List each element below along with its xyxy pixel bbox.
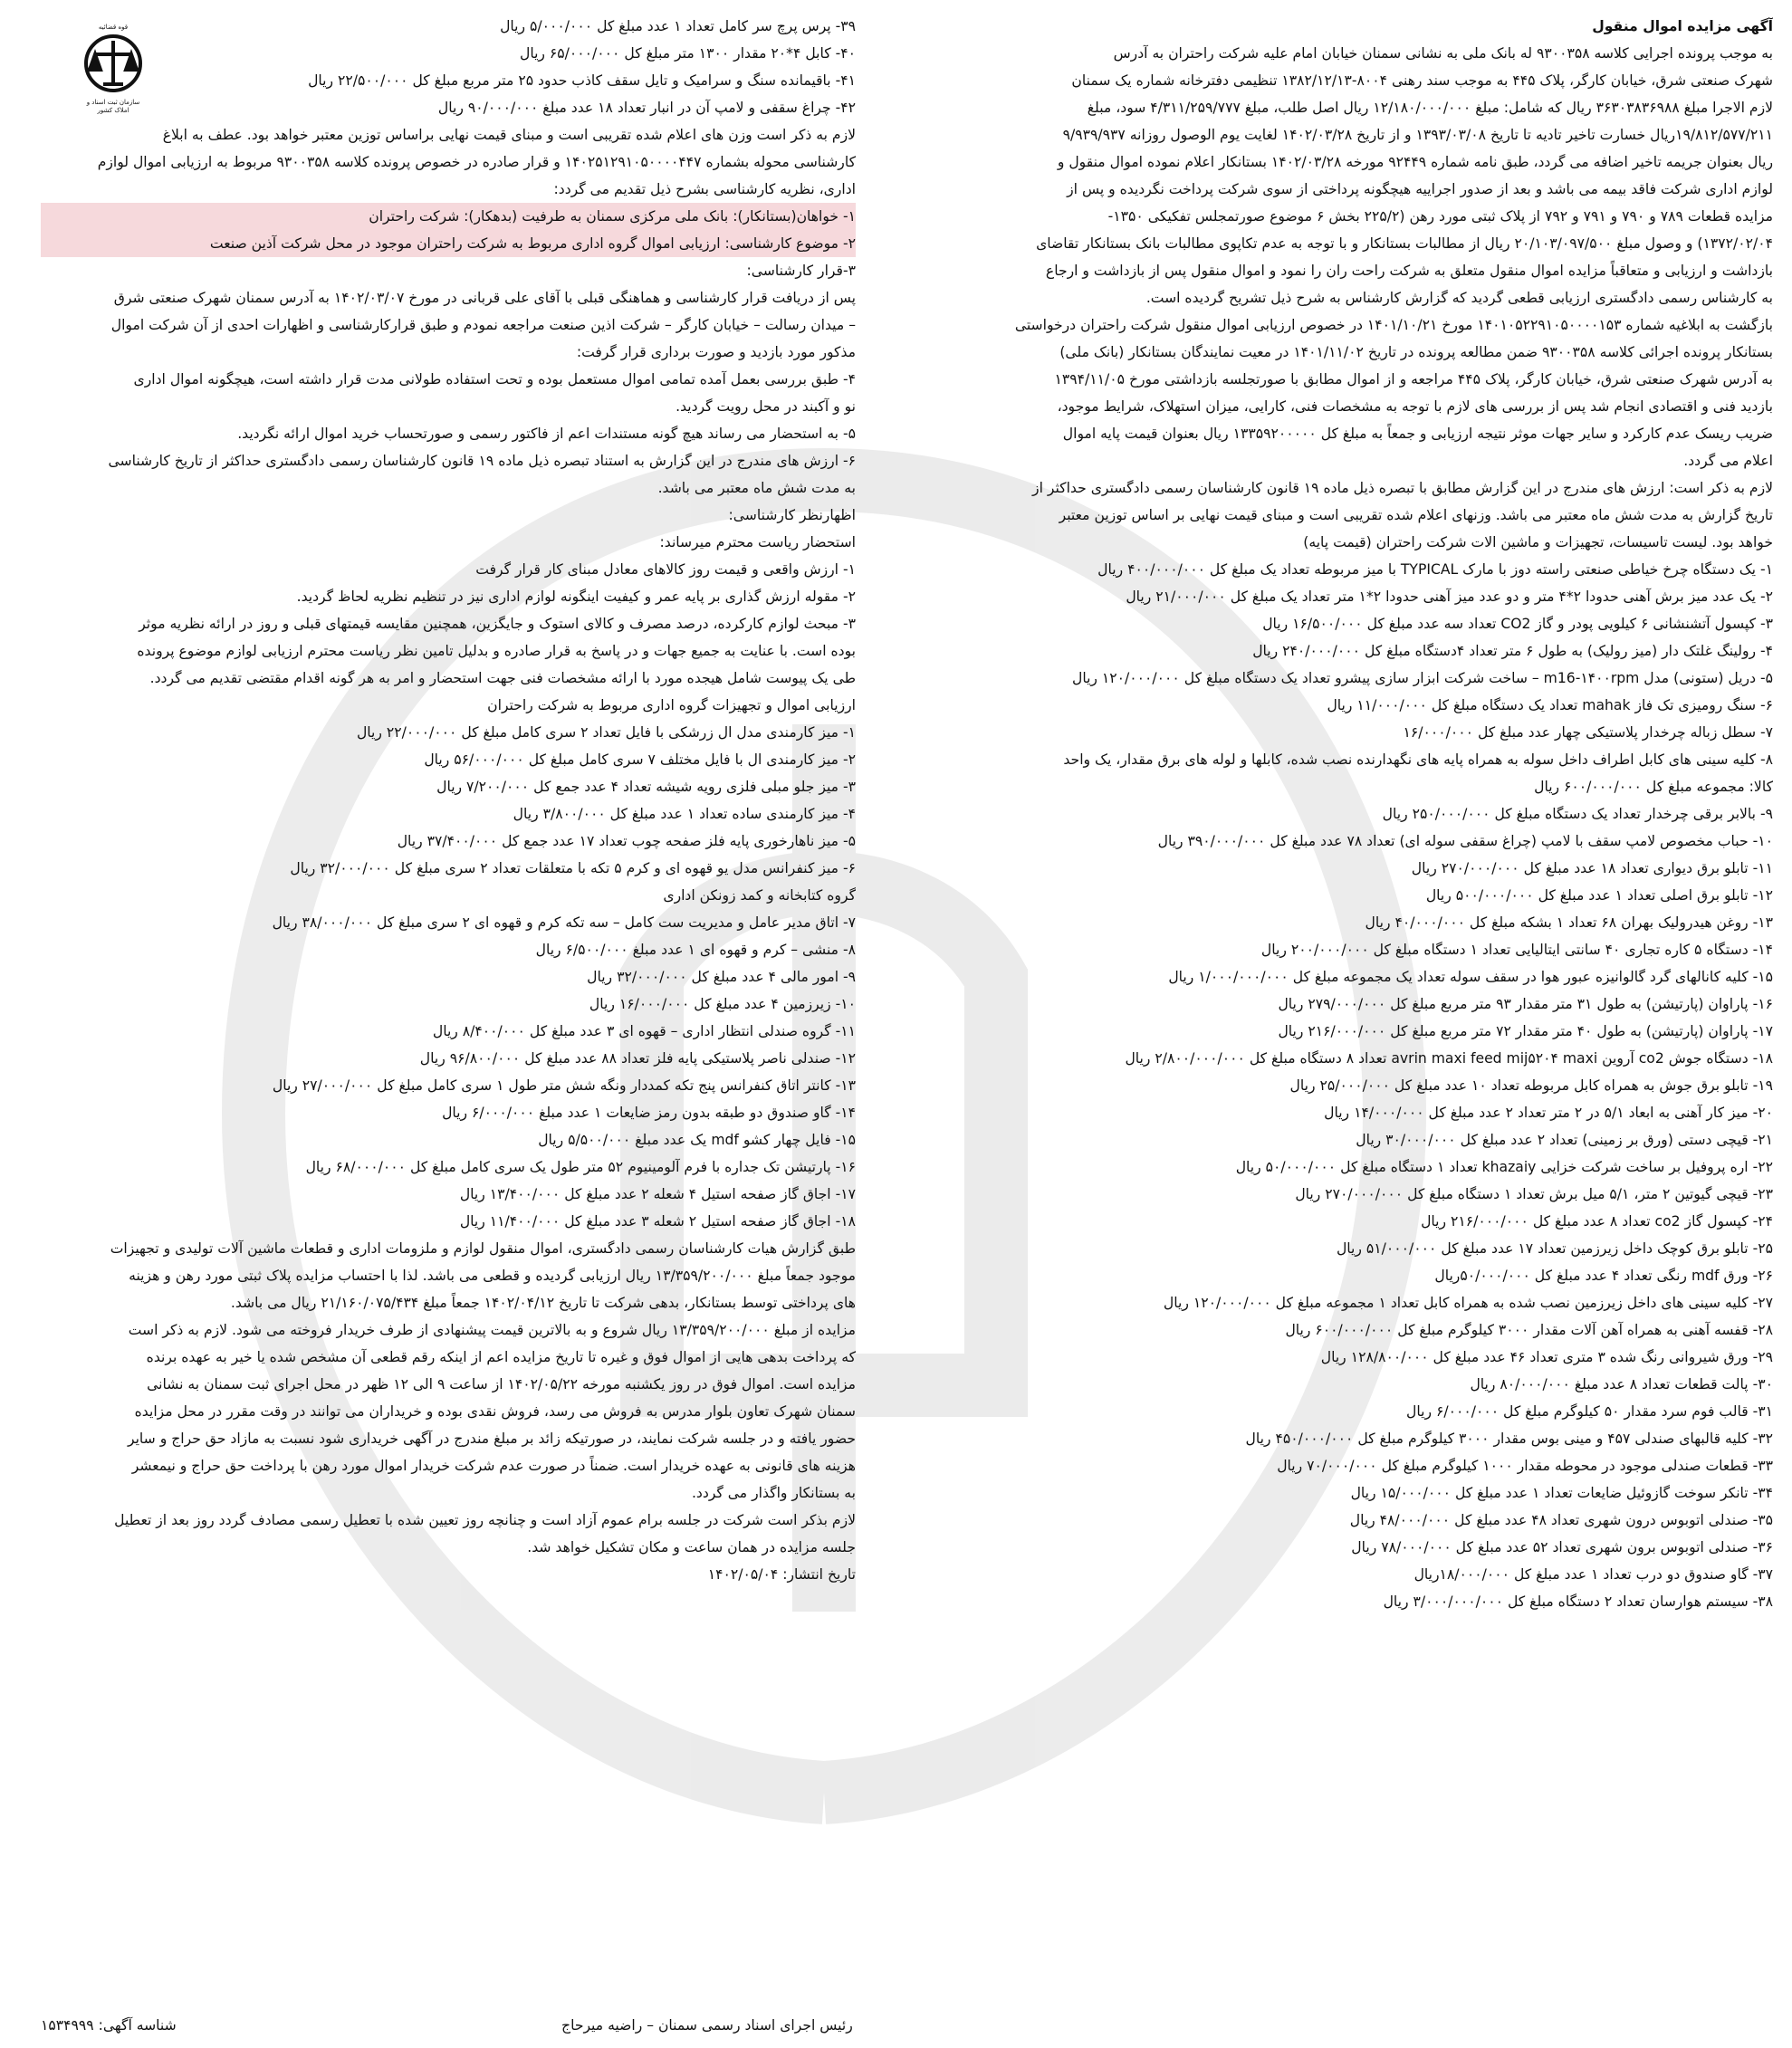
- left-line: ۳- مبحث لوازم کارکرده، درصد مصرف و کالای استوک و جایگزین، همچنین مقایسه قیمتهای قبلی و روز در ارائه نظریه موثر: [139, 616, 856, 632]
- asset-item: ۳۶- صندلی اتوبوس برون شهری تعداد ۵۲ عدد مبلغ کل ۷۸/۰۰۰/۰۰۰ ریال: [1351, 1539, 1773, 1555]
- asset-item: ۳۷- گاو صندوق دو درب تعداد ۱ عدد مبلغ کل ۱۸/۰۰۰/۰۰۰ریال: [1413, 1566, 1773, 1583]
- intro-line: اعلام می گردد.: [1683, 453, 1773, 469]
- left-line: ۴- میز کارمندی ساده تعداد ۱ عدد مبلغ کل ۳/۸۰۰/۰۰۰ ریال: [513, 806, 856, 822]
- asset-item: ۲۶- ورق mdf رنگی تعداد ۴ عدد مبلغ کل ۵۰/۰۰۰/۰۰۰ریال: [1434, 1268, 1773, 1284]
- intro-paragraphs: [906, 40, 1773, 556]
- asset-item: ۲۰- میز کار آهنی به ابعاد ۵/۱ در ۲ متر تعداد ۲ عدد مبلغ کل ۱۴/۰۰۰/۰۰۰ ریال: [1324, 1105, 1773, 1121]
- asset-item: ۵- دریل (ستونی) مدل m16-۱۴۰۰rpm – ساخت شرکت ابزار سازی پیشرو تعداد یک دستگاه مبلغ کل ۱۲۰/۰۰۰/۰۰۰ ریال: [1071, 670, 1773, 686]
- asset-item: ۱۸- دستگاه جوش co2 آروین avrin maxi feed mij۵۲۰۴ maxi تعداد ۸ دستگاه مبلغ کل ۲/۸۰۰/۰۰۰/۰۰۰ ریال: [1125, 1050, 1773, 1067]
- asset-item: ۳۱- قالب فوم سرد مقدار ۵۰ کیلوگرم مبلغ کل ۶/۰۰۰/۰۰۰ ریال: [1406, 1403, 1773, 1420]
- asset-item: ۲۸- قفسه آهنی به همراه آهن آلات مقدار ۳۰۰۰ کیلوگرم مبلغ کل ۶۰۰/۰۰۰/۰۰۰ ریال: [1285, 1322, 1773, 1338]
- left-line: موجود جمعاً مبلغ ۱۳/۳۵۹/۲۰۰/۰۰۰ ریال ارزیابی گردیده و قطعی می باشد. لذا با احتساب مزایده پلاک ثبتی مورد رهن و هزینه: [129, 1268, 856, 1284]
- left-line: حضور یافته و در جلسه شرکت نمایند، در صورتیکه زائد بر مبلغ مندرج در آگهی خریداری شود نسبت به مازاد حق حراج و سایر: [127, 1431, 856, 1447]
- left-line: تاریخ انتشار: ۱۴۰۲/۰۵/۰۴: [707, 1566, 856, 1583]
- left-text-lines: [41, 13, 856, 1588]
- left-line: ۵- به استحضار می رساند هیچ گونه مستندات اعم از فاکتور رسمی و صورتحساب خرید اموال ارائه نگردید.: [237, 426, 856, 442]
- asset-item: ۲- یک عدد میز برش آهنی حدودا ۲*۴ متر و دو عدد میز آهنی حدودا ۲*۱ متر تعداد یک مبلغ کل ۲۱/۰۰۰/۰۰۰ ریال: [1126, 589, 1773, 605]
- intro-line: ۱۳۷۲/۰۲/۰۴) و وصول مبلغ ۲۰/۱۰۳/۰۹۷/۵۰۰ ریال از مطالبات بستانکار و با توجه به عدم تکاپوی مطالبات بانک بستانکار تقاضای: [1036, 235, 1773, 252]
- left-line: ۱۷- اجاق گاز صفحه استیل ۴ شعله ۲ عدد مبلغ کل ۱۳/۴۰۰/۰۰۰ ریال: [459, 1186, 856, 1202]
- asset-item: ۱۳- روغن هیدرولیک بهران ۶۸ تعداد ۱ بشکه مبلغ کل ۴۰/۰۰۰/۰۰۰ ریال: [1365, 914, 1773, 931]
- intro-line: لازم الاجرا مبلغ ۳۶۳۰۳۸۳۶۹۸۸ ریال که شامل: مبلغ ۱۲/۱۸۰/۰۰۰/۰۰۰ ریال اصل طلب، مبلغ ۴/۳۱۱/۲۵۹/۷۷۷ سود، مبلغ: [1087, 100, 1773, 116]
- ad-title: آگهی مزایده اموال منقول: [1592, 18, 1773, 34]
- left-line: ۱- ارزش واقعی و قیمت روز کالاهای معادل مبنای کار قرار گرفت: [475, 561, 856, 578]
- asset-item: ۱۷- پاراوان (پارتیشن) به طول ۴۰ متر مقدار ۷۲ متر مربع مبلغ کل ۲۱۶/۰۰۰/۰۰۰ ریال: [1278, 1023, 1773, 1039]
- ad-id: شناسه آگهی: ۱۵۳۴۹۹۹: [41, 2017, 177, 2034]
- left-line: ۱۴- گاو صندوق دو طبقه بدون رمز ضایعات ۱ عدد مبلغ ۶/۰۰۰/۰۰۰ ریال: [442, 1105, 856, 1121]
- left-line: جلسه مزایده در همان ساعت و مکان تشکیل خواهد شد.: [527, 1539, 856, 1555]
- intro-line: مزایده قطعات ۷۸۹ و ۷۹۰ و ۷۹۱ و ۷۹۲ از پلاک ثبتی مورد رهن (۲۲۵/۲ بخش ۶ موضوع صورتمجلس تفکیکی ۱۳۵۰-: [1107, 208, 1773, 225]
- intro-line: تاریخ گزارش به مدت شش ماه معتبر می باشد. وزنهای اعلام شده تقریبی است و مبنای قیمت نهایی بر اساس توزین معتبر: [1059, 507, 1773, 523]
- asset-item: ۲۴- کپسول گاز co2 تعداد ۸ عدد مبلغ کل ۲۱۶/۰۰۰/۰۰۰ ریال: [1421, 1213, 1773, 1230]
- left-line: ۱۵- فایل چهار کشو mdf یک عدد مبلغ ۵/۵۰۰/۰۰۰ ریال: [538, 1132, 856, 1148]
- asset-item: ۳۳- قطعات صندلی موجود در محوطه مقدار ۱۰۰۰ کیلوگرم مبلغ کل ۷۰/۰۰۰/۰۰۰ ریال: [1277, 1458, 1773, 1474]
- left-line: ۱- خواهان(بستانکار): بانک ملی مرکزی سمنان به طرفیت (بدهکار): شرکت راحتران: [41, 203, 856, 230]
- left-line: ۴۰- کابل ۴*۲۰ مقدار ۱۳۰۰ متر مبلغ کل ۶۵/۰۰۰/۰۰۰ ریال: [520, 45, 856, 62]
- intro-line: لوازم اداری شرکت فاقد بیمه می باشد و بعد از صدور اجراییه هیچگونه پرداختی از سوی شرکت پرداخت نگردیده و پس از: [1067, 181, 1773, 197]
- left-line: طبق گزارش هیات کارشناسان رسمی دادگستری، اموال منقول لوازم و ملزومات اداری و قطعات ماشین آلات تولیدی و تجهیزات: [110, 1240, 856, 1257]
- left-line: لازم بذکر است شرکت در جلسه برام عموم آزاد است و چنانچه روز تعیین شده با تعطیل رسمی مصادف گردد روز بعد از تعطیل: [114, 1512, 856, 1528]
- logo-org-line2: سازمان ثبت اسناد و املاک کشور: [86, 99, 140, 114]
- left-line: ۳-قرار کارشناسی:: [746, 263, 856, 279]
- left-line: ۳۹- پرس پرچ سر کامل تعداد ۱ عدد مبلغ کل ۵/۰۰۰/۰۰۰ ریال: [500, 18, 856, 34]
- asset-item: ۷- سطل زباله چرخدار پلاستیکی چهار عدد مبلغ کل ۱۶/۰۰۰/۰۰۰: [1403, 724, 1773, 741]
- left-line: ۲- میز کارمندی ال با فایل مختلف ۷ سری کامل مبلغ کل ۵۶/۰۰۰/۰۰۰ ریال: [424, 751, 856, 768]
- asset-item: ۲۵- تابلو برق کوچک داخل زیرزمین تعداد ۱۷ عدد مبلغ کل ۵۱/۰۰۰/۰۰۰ ریال: [1336, 1240, 1773, 1257]
- asset-item: ۲۷- کلیه سینی های داخل زیرزمین نصب شده به همراه کابل تعداد ۱ مجموعه مبلغ کل ۱۲۰/۰۰۰/۰۰۰ ریال: [1163, 1295, 1773, 1311]
- left-line: ۴۲- چراغ سقفی و لامپ آن در انبار تعداد ۱۸ عدد مبلغ ۹۰/۰۰۰/۰۰۰ ریال: [437, 100, 856, 116]
- left-line: مذکور مورد بازدید و صورت برداری قرار گرفت:: [576, 344, 856, 360]
- left-line: ۶- ارزش های مندرج در این گزارش به استناد تبصره ذیل ماده ۱۹ قانون کارشناسان رسمی دادگستری حداکثر از تاریخ کارشناسی: [108, 453, 856, 469]
- asset-item: ۱۲- تابلو برق اصلی تعداد ۱ عدد مبلغ کل ۵۰۰/۰۰۰/۰۰۰ ریال: [1425, 887, 1773, 904]
- asset-item: ۱۴- دستگاه ۵ کاره تجاری ۴۰ سانتی ایتالیایی تعداد ۱ دستگاه مبلغ کل ۲۰۰/۰۰۰/۰۰۰ ریال: [1260, 942, 1773, 958]
- left-line: ۴- طبق بررسی بعمل آمده تمامی اموال مستعمل بوده و تحت استفاده طولانی مدت قرار داشته است، هیچگونه اموال اداری: [133, 371, 856, 388]
- asset-item: ۲۱- قیچی دستی (ورق بر زمینی) تعداد ۲ عدد مبلغ کل ۳۰/۰۰۰/۰۰۰ ریال: [1356, 1132, 1773, 1148]
- asset-item: ۹- بالابر برقی چرخدار تعداد یک دستگاه مبلغ کل ۲۵۰/۰۰۰/۰۰۰ ریال: [1382, 806, 1773, 822]
- asset-item: کالا: مجموعه مبلغ کل ۶۰۰/۰۰۰/۰۰۰ ریال: [1534, 779, 1773, 795]
- intro-line: به کارشناس رسمی دادگستری ارزیابی قطعی گردید که گزارش کارشناس به شرح ذیل تشریح گردیده است.: [1145, 290, 1773, 306]
- left-line: ۱- میز کارمندی مدل ال زرشکی با فایل تعداد ۲ سری کامل مبلغ کل ۲۲/۰۰۰/۰۰۰ ریال: [356, 724, 856, 741]
- left-line: بوده است. با عنایت به جمیع جهات و در پاسخ به قرار صادره و بدلیل تامین نظر ریاست محترم ارزیابی لوازم موضوع پرونده: [137, 643, 856, 659]
- asset-item: ۳- کپسول آتشنشانی ۶ کیلویی پودر و گاز CO2 تعداد سه عدد مبلغ کل ۱۶/۵۰۰/۰۰۰ ریال: [1262, 616, 1773, 632]
- right-item-list: [906, 556, 1773, 1615]
- intro-line: خواهد بود. لیست تاسیسات، تجهیزات و ماشین الات شرکت راحتران (قیمت پایه): [1303, 534, 1773, 550]
- asset-item: ۲۲- اره پروفیل بر ساخت شرکت خزایی khazaiy تعداد ۱ دستگاه مبلغ کل ۵۰/۰۰۰/۰۰۰ ریال: [1235, 1159, 1773, 1175]
- asset-item: ۱۶- پاراوان (پارتیشن) به طول ۳۱ متر مقدار ۹۳ متر مربع مبلغ کل ۲۷۹/۰۰۰/۰۰۰ ریال: [1278, 996, 1773, 1012]
- left-line: لازم به ذکر است وزن های اعلام شده تقریبی است و مبنای قیمت نهایی براساس توزین معتبر خواهد بود. عطف به ابلاغ: [162, 127, 856, 143]
- left-line: ۶- میز کنفرانس مدل یو قهوه ای و کرم ۵ تکه با متعلقات تعداد ۲ سری مبلغ کل ۳۲/۰۰۰/۰۰۰ ریال: [290, 860, 856, 876]
- left-line: مزایده از مبلغ ۱۳/۳۵۹/۲۰۰/۰۰۰ ریال شروع و به بالاترین قیمت پیشنهادی از طرف خریدار فروخته می شود. لازم به ذکر است: [128, 1322, 856, 1338]
- left-line: گروه کتابخانه و کمد زونکن اداری: [663, 887, 856, 904]
- intro-line: ۱۹/۸۱۲/۵۷۷/۲۱۱ریال خسارت تاخیر تادیه تا تاریخ ۱۳۹۳/۰۳/۰۸ و از تاریخ ۱۴۰۲/۰۳/۲۸ لغایت یوم الوصول روزانه ۹/۹۳۹/۹۳۷: [1062, 127, 1773, 143]
- left-line: به مدت شش ماه معتبر می باشد.: [657, 480, 856, 496]
- left-line: ۸- منشی – کرم و قهوه ای ۱ عدد مبلغ ۶/۵۰۰/۰۰۰ ریال: [535, 942, 856, 958]
- asset-item: ۶- سنگ رومیزی تک فاز mahak تعداد یک دستگاه مبلغ کل ۱۱/۰۰۰/۰۰۰ ریال: [1327, 697, 1773, 713]
- asset-item: ۳۸- سیستم هوارسان تعداد ۲ دستگاه مبلغ کل ۳/۰۰۰/۰۰۰/۰۰۰ ریال: [1383, 1593, 1773, 1610]
- intro-line: به آدرس شهرک صنعتی شرق، خیابان کارگر، پلاک ۴۴۵ مراجعه و از اموال مطابق با صورتجلسه بازداشتی مورخ ۱۳۹۴/۱۱/۰۵: [1054, 371, 1773, 388]
- intro-line: بازدید فنی و اقتصادی انجام شد پس از بررسی های لازم با توجه به مشخصات فنی، کارایی، میزان استهلاک، شرایط موجود،: [1057, 398, 1773, 415]
- asset-item: ۲۳- قیچی گیوتین ۲ متر، ۵/۱ میل برش تعداد ۱ دستگاه مبلغ کل ۲۷۰/۰۰۰/۰۰۰ ریال: [1295, 1186, 1773, 1202]
- asset-item: ۴- رولینگ غلتک دار (میز رولیک) به طول ۶ متر تعداد ۴دستگاه مبلغ کل ۲۴۰/۰۰۰/۰۰۰ ریال: [1252, 643, 1773, 659]
- left-line: طی یک پیوست شامل هیجده مورد با ارائه مشخصات فنی جهت استحضار و امر به هر گونه اقدام مقتضی تقدیم می گردد.: [149, 670, 856, 686]
- intro-line: ضریب ریسک عدم کارکرد و سایر جهات موثر نتیجه ارزیابی و جمعاً به مبلغ کل ۱۳۳۵۹۲۰۰۰۰۰ ریال بعنوان قیمت پایه اموال: [1062, 426, 1773, 442]
- left-line: مزایده است. اموال فوق در روز یکشنبه مورخه ۱۴۰۲/۰۵/۲۲ از ساعت ۹ الی ۱۲ ظهر در محل اجرای ثبت سمنان به نشانی: [147, 1376, 856, 1392]
- left-line: پس از دریافت قرار کارشناسی و هماهنگی قبلی با آقای علی قربانی در مورخ ۱۴۰۲/۰۳/۰۷ به آدرس سمنان شهرک صنعتی شرق: [113, 290, 856, 306]
- left-line: ۱۸- اجاق گاز صفحه استیل ۲ شعله ۳ عدد مبلغ کل ۱۱/۴۰۰/۰۰۰ ریال: [459, 1213, 856, 1230]
- intro-line: بازداشت و ارزیابی و متعاقباً مزایده اموال منقول متعلق به شرکت راحت ران را نمود و اموال منقول پس از بازداشت و ارجاع: [1045, 263, 1773, 279]
- left-line: کارشناسی محوله بشماره ۱۴۰۲۵۱۲۹۱۰۵۰۰۰۰۴۴۷ و قرار صادره در خصوص پرونده کلاسه ۹۳۰۰۳۵۸ مربوط به ارزیابی اموال لوازم: [97, 154, 856, 170]
- asset-item: ۸- کلیه سینی های کابل اطراف داخل سوله به همراه پایه های نگهدارنده نصب شده، کابلها و لوله های برق مقدار، یک واحد: [1063, 751, 1773, 768]
- left-line: – میدان رسالت – خیابان کارگر – شرکت اذین صنعت مراجعه نمودم و طبق قرارکارشناسی و اظهارات احدی از آن شرکت اموال: [110, 317, 856, 333]
- asset-item: ۱۵- کلیه کانالهای گرد گالوانیزه عبور هوا در سقف سوله تعداد یک مجموعه مبلغ کل ۱/۰۰۰/۰۰۰/۰۰۰ ریال: [1168, 969, 1773, 985]
- left-line: ۹- امور مالی ۴ عدد مبلغ کل ۳۲/۰۰۰/۰۰۰ ریال: [587, 969, 856, 985]
- left-line: ۵- میز ناهارخوری پایه فلز صفحه چوب تعداد ۱۷ عدد جمع کل ۳۷/۴۰۰/۰۰۰ ریال: [397, 833, 856, 849]
- left-line: ۱۲- صندلی ناصر پلاستیکی پایه فلز تعداد ۸۸ عدد مبلغ کل ۹۶/۸۰۰/۰۰۰ ریال: [419, 1050, 856, 1067]
- left-line: که پرداخت بدهی هایی از اموال فوق و غیره تا تاریخ مزایده اعم از اینکه رقم قطعی آن مشخص شده یا خیر به عهده برنده: [146, 1349, 856, 1365]
- asset-item: ۳۲- کلیه قالبهای صندلی ۴۵۷ و مینی بوس مقدار ۳۰۰۰ کیلوگرم مبلغ کل ۴۵۰/۰۰۰/۰۰۰ ریال: [1245, 1431, 1773, 1447]
- left-line: استحضار ریاست محترم میرساند:: [659, 534, 856, 550]
- left-line: به بستانکار واگذار می گردد.: [691, 1485, 856, 1501]
- left-line: ارزیابی اموال و تجهیزات گروه اداری مربوط به شرکت راحتران: [487, 697, 856, 713]
- left-line: اداری، نظریه کارشناسی بشرح ذیل تقدیم می گردد:: [553, 181, 856, 197]
- asset-item: ۳۰- پالت قطعات تعداد ۸ عدد مبلغ ۸۰/۰۰۰/۰۰۰ ریال: [1470, 1376, 1773, 1392]
- left-line: ۱۳- کانتر اتاق کنفرانس پنج تکه کمددار ونگه شش متر طول ۱ سری کامل مبلغ کل ۲۷/۰۰۰/۰۰۰ ریال: [272, 1077, 856, 1094]
- left-line: هزینه های قانونی به عهده خریدار است. ضمناً در صورت عدم شرکت خریدار اموال مورد رهن با پرداخت حق حراج و نیمعشر: [131, 1458, 856, 1474]
- asset-item: ۱۹- تابلو برق جوش به همراه کابل مربوطه تعداد ۱۰ عدد مبلغ کل ۲۵/۰۰۰/۰۰۰ ریال: [1289, 1077, 1773, 1094]
- left-line: های پرداختی توسط بستانکار، بدهی شرکت تا تاریخ ۱۴۰۲/۰۴/۱۲ جمعاً مبلغ ۲۱/۱۶۰/۰۷۵/۴۳۴ ریال می باشد.: [230, 1295, 856, 1311]
- asset-item: ۱۱- تابلو برق دیواری تعداد ۱۸ عدد مبلغ کل ۲۷۰/۰۰۰/۰۰۰ ریال: [1411, 860, 1773, 876]
- asset-item: ۲۹- ورق شیروانی رنگ شده ۳ متری تعداد ۴۶ عدد مبلغ کل ۱۲۸/۸۰۰/۰۰۰ ریال: [1320, 1349, 1773, 1365]
- left-line: ۱۶- پارتیشن تک جداره با فرم آلومینیوم ۵۲ متر طول یک سری کامل مبلغ کل ۶۸/۰۰۰/۰۰۰ ریال: [305, 1159, 856, 1175]
- asset-item: ۱- یک دستگاه چرخ خیاطی صنعتی راسته دوز با مارک TYPICAL با میز مربوطه تعداد یک مبلغ کل ۴۰۰/۰۰۰/۰۰۰ ریال: [1097, 561, 1773, 578]
- intro-line: شهرک صنعتی شرق، خیابان کارگر، پلاک ۴۴۵ به موجب سند رهنی ۸۰۰۴-۱۳۸۲/۱۲/۱۳ تنظیمی دفترخانه شماره یک سمنان: [1071, 72, 1773, 89]
- left-line: نو و آکبند در محل رویت گردید.: [676, 398, 856, 415]
- signature: رئیس اجرای اسناد رسمی سمنان – راضیه میرحاج: [561, 2017, 853, 2034]
- intro-line: بستانکار پرونده اجرائی کلاسه ۹۳۰۰۳۵۸ ضمن مطالعه پرونده در تاریخ ۱۴۰۱/۱۱/۰۲ در معیت نمایندگان بستانکار (بانک ملی): [1059, 344, 1773, 360]
- left-line: ۷- اتاق مدیر عامل و مدیریت ست کامل – سه تکه کرم و قهوه ای ۲ سری مبلغ کل ۳۸/۰۰۰/۰۰۰ ریال: [272, 914, 856, 931]
- intro-line: ریال بعنوان جریمه تاخیر اضافه می گردد، طبق نامه شماره ۹۲۴۴۹ مورخه ۱۴۰۲/۰۳/۲۸ بستانکار اعلام نموده اموال منقول و: [1057, 154, 1773, 170]
- left-line: سمنان شهرک تعاون بلوار مدرس به فروش می رسد، فروش نقدی بوده و خریداران می توانند در وقت مقرر در محل مزایده: [134, 1403, 856, 1420]
- left-line: ۴۱- باقیمانده سنگ و سرامیک و تایل سقف کاذب حدود ۲۵ متر مربع مبلغ کل ۲۲/۵۰۰/۰۰۰ ریال: [308, 72, 856, 89]
- left-line: ۲- موضوع کارشناسی: ارزیابی اموال گروه اداری مربوط به شرکت راحتران موجود در محل شرکت آذین صنعت: [41, 230, 856, 257]
- left-line: ۲- مقوله ارزش گذاری بر پایه عمر و کیفیت اینگونه لوازم اداری نیز در تنظیم نظریه لحاظ گردید.: [296, 589, 856, 605]
- asset-item: ۳۵- صندلی اتوبوس درون شهری تعداد ۴۸ عدد مبلغ کل ۴۸/۰۰۰/۰۰۰ ریال: [1349, 1512, 1773, 1528]
- left-line: ۱۱- گروه صندلی انتظار اداری – قهوه ای ۳ عدد مبلغ کل ۸/۴۰۰/۰۰۰ ریال: [432, 1023, 856, 1039]
- logo-org-line1: قوه قضائیه: [98, 24, 129, 31]
- left-line: اظهارنظر کارشناسی:: [728, 507, 856, 523]
- asset-item: ۱۰- حباب مخصوص لامپ سقف با لامپ (چراغ سقفی سوله ای) تعداد ۷۸ عدد مبلغ کل ۳۹۰/۰۰۰/۰۰۰ ریال: [1157, 833, 1773, 849]
- intro-line: لازم به ذکر است: ارزش های مندرج در این گزارش مطابق با تبصره ذیل ماده ۱۹ قانون کارشناسان رسمی دادگستری حداکثر از: [1032, 480, 1773, 496]
- right-column: [906, 13, 1773, 1615]
- intro-line: به موجب پرونده اجرایی کلاسه ۹۳۰۰۳۵۸ له بانک ملی به نشانی سمنان خیابان امام علیه شرکت راحتران به آدرس: [1113, 45, 1773, 62]
- left-column: [41, 13, 856, 1588]
- intro-line: بازگشت به ابلاغیه شماره ۱۴۰۱۰۵۲۲۹۱۰۵۰۰۰۰۱۵۳ مورخ ۱۴۰۱/۱۰/۲۱ در خصوص ارزیابی اموال منقول شرکت راحتران درخواستی: [1014, 317, 1773, 333]
- left-line: ۳- میز جلو مبلی فلزی رویه شیشه تعداد ۴ عدد جمع کل ۷/۲۰۰/۰۰۰ ریال: [436, 779, 856, 795]
- asset-item: ۳۴- تانکر سوخت گازوئیل ضایعات تعداد ۱ عدد مبلغ کل ۱۵/۰۰۰/۰۰۰ ریال: [1350, 1485, 1773, 1501]
- left-line: ۱۰- زیرزمین ۴ عدد مبلغ کل ۱۶/۰۰۰/۰۰۰ ریال: [589, 996, 856, 1012]
